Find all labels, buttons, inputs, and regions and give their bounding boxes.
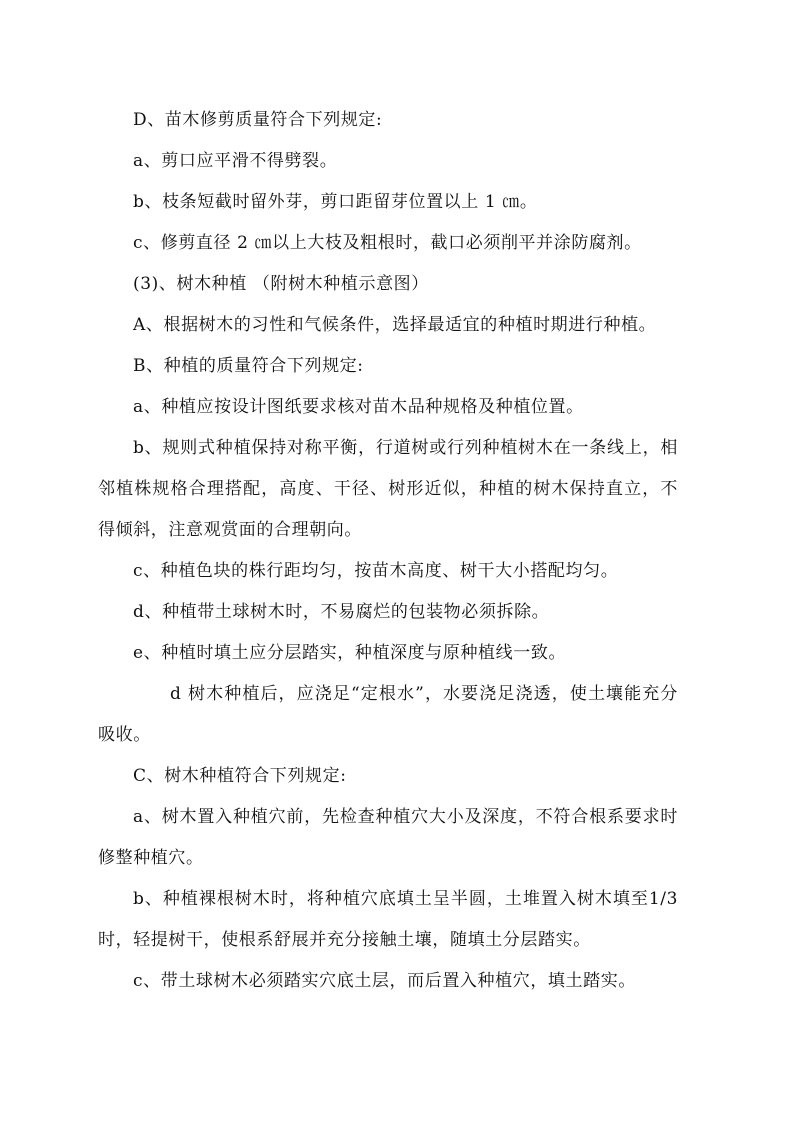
paragraph-d-c: c、修剪直径 2 ㎝以上大枝及粗根时，截口必须削平并涂防腐剂。 (133, 233, 642, 253)
paragraph-b-c: c、种植色块的株行距均匀，按苗木高度、树干大小搭配均匀。 (133, 561, 619, 581)
paragraph-b-heading: B、种植的质量符合下列规定: (133, 356, 364, 376)
paragraph-a-season: A、根据树木的习性和气候条件，选择最适宜的种植时期进行种植。 (133, 315, 657, 335)
paragraph-d-b: b、枝条短截时留外芽，剪口距留芽位置以上 1 ㎝。 (133, 192, 538, 212)
paragraph-b-d2: d 树木种植后，应浇足“定根水”，水要浇足浇透，使土壤能充分吸收。 (98, 684, 678, 745)
paragraph-section-3: (3)、树木种植 （附树木种植示意图） (133, 274, 429, 294)
paragraph-b-a: a、种植应按设计图纸要求核对苗木品种规格及种植位置。 (133, 397, 584, 417)
paragraph-c-c: c、带土球树木必须踏实穴底土层，而后置入种植穴，填土踏实。 (133, 971, 636, 991)
paragraph-c-a: a、树木置入种植穴前，先检查种植穴大小及深度，不符合根系要求时修整种植穴。 (98, 807, 678, 868)
paragraph-c-b: b、种植裸根树木时，将种植穴底填土呈半圆，土堆置入树木填至1/3 时，轻提树干，使根系舒展并充分接触土壤，随填土分层踏实。 (98, 889, 678, 950)
paragraph-d-heading: D、苗木修剪质量符合下列规定: (133, 110, 383, 130)
paragraph-c-heading: C、树木种植符合下列规定: (133, 766, 347, 786)
document-body (98, 100, 678, 1002)
paragraph-b-e: e、种植时填土应分层踏实，种植深度与原种植线一致。 (133, 643, 567, 663)
paragraph-b-d: d、种植带土球树木时，不易腐烂的包装物必须拆除。 (133, 602, 550, 622)
paragraph-d-a: a、剪口应平滑不得劈裂。 (133, 151, 338, 171)
paragraph-b-b: b、规则式种植保持对称平衡，行道树或行列种植树木在一条线上，相邻植株规格合理搭配，高度、干径、树形近似，种植的树木保持直立，不得倾斜，注意观赏面的合理朝向。 (98, 438, 678, 540)
